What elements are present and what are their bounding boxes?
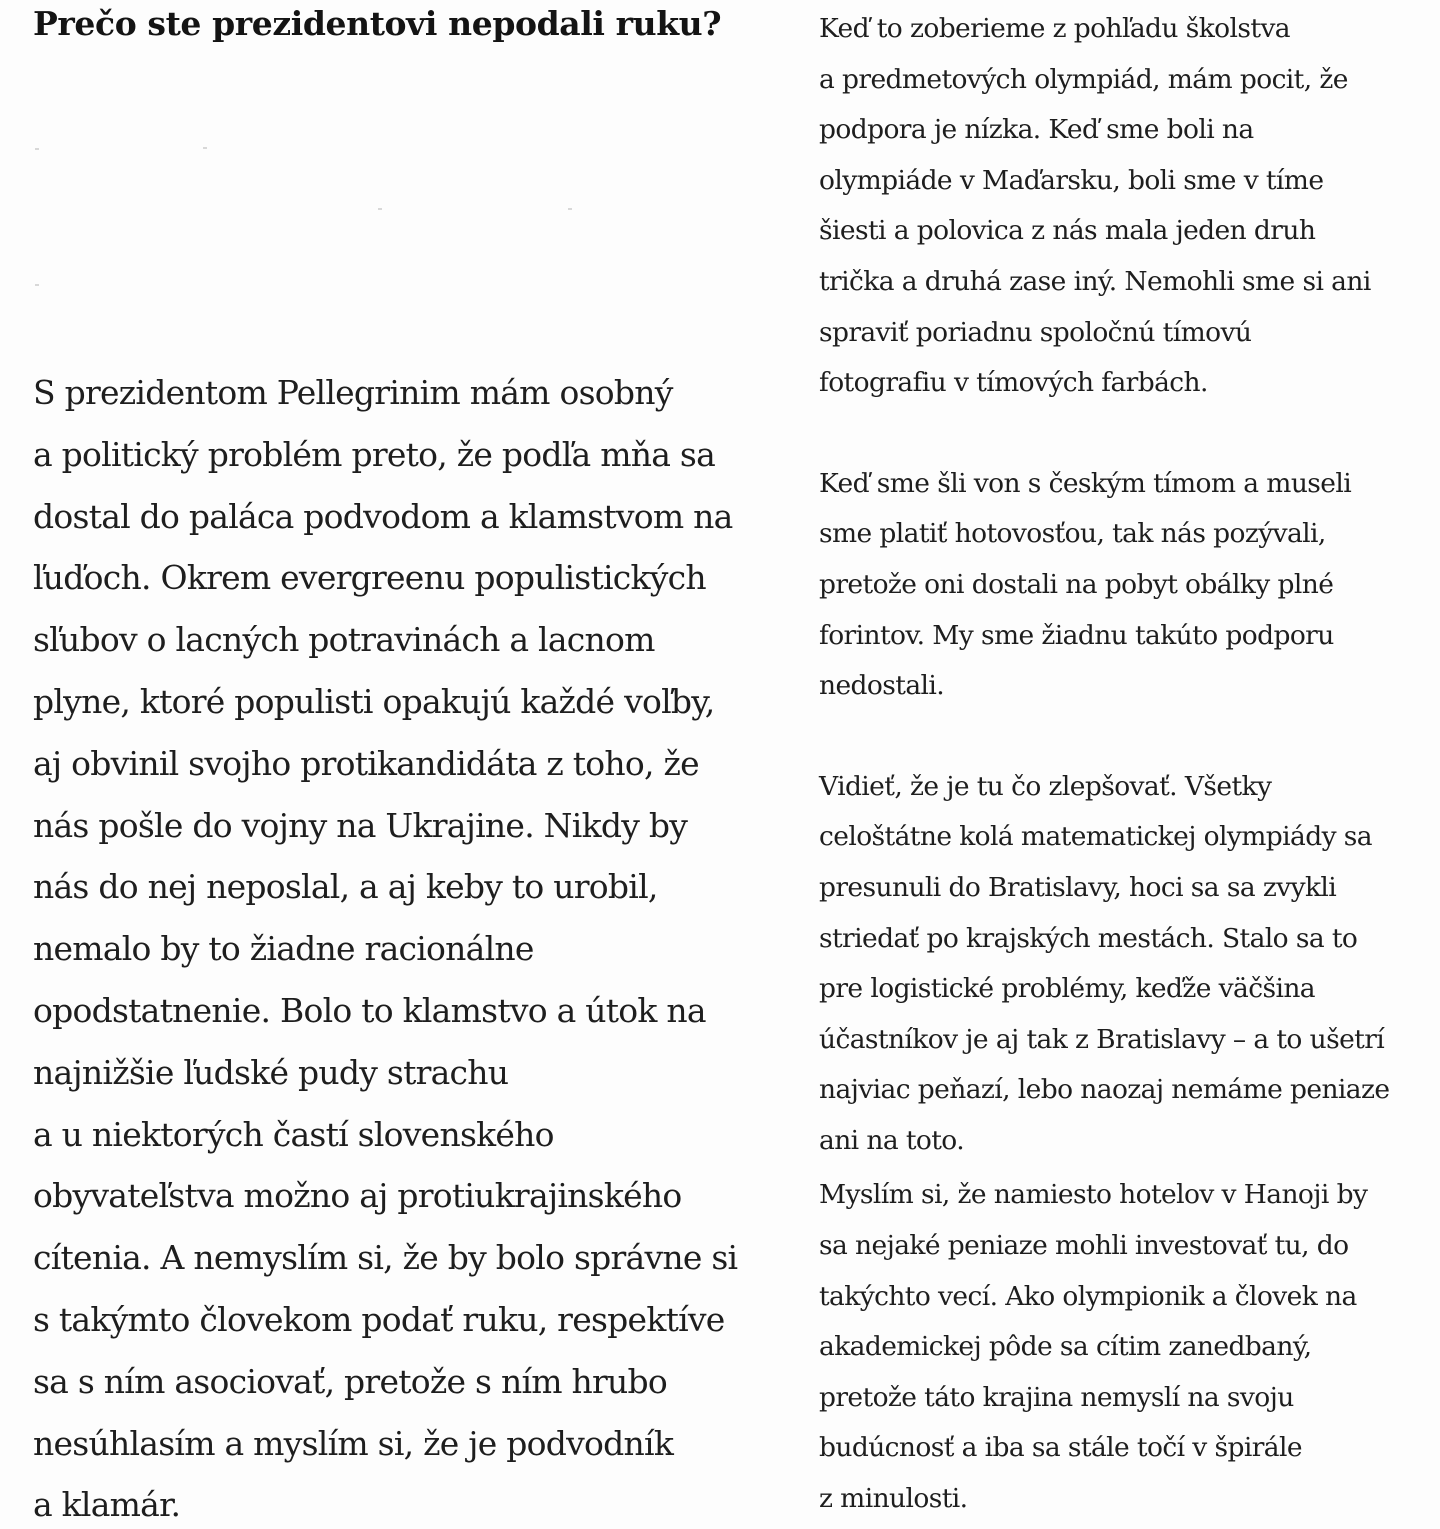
answer-paragraph-1: Keď to zoberieme z pohľadu školstva a predmetových olympiád, mám pocit, že podpora je nízka. Keď sme boli na olympiáde v Maďarsku, boli sme v tíme šiesti a polovica z nás mala jeden druh trička a druhá zase iný. Nemohli sme si ani spraviť poriadnu spoločnú tímovú fotografiu v tímových farbách. [819,13,1371,399]
answer-paragraph: S prezidentom Pellegrinim mám osobný a politický problém preto, že podľa mňa sa dostal do paláca podvodom a klamstvom na ľuďoch. Okrem evergreenu populistických sľubov o lacných potravinách a lacnom plyne, ktoré populisti opakujú každé voľby, aj obvinil svojho protikandidáta z toho, že nás pošle do vojny na Ukrajine. Nikdy by nás do nej neposlal, a aj keby to urobil, nemalo by to žiadne racionálne opodstatnenie. Bolo to klamstvo a útok na najnižšie ľudské pudy strachu a u niektorých častí slovenského obyvateľstva možno aj protiukrajinského cítenia. A nemyslím si, že by bolo správne si s takýmto človekom podať ruku, respektíve sa s ním asociovať, pretože s ním hrubo nesúhlasím a myslím si, že je podvodník a klamár. [33,373,738,1525]
blank-image-area [33,48,768,362]
interview-question-heading: Prečo ste prezidentovi nepodali ruku? [33,4,722,43]
answer-paragraph-3: Vidieť, že je tu čo zlepšovať. Všetky celoštátne kolá matematickej olympiády sa presunuli do Bratislavy, hoci sa sa zvykli striedať po krajských mestách. Stalo sa to pre logistické problémy, keďže väčšina účastníkov je aj tak z Bratislavy – a to ušetrí najviac peňazí, lebo naozaj nemáme peniaze ani na toto. [819,770,1390,1156]
answer-paragraph-4: Myslím si, že namiesto hotelov v Hanoji by sa nejaké peniaze mohli investovať tu, do takýchto vecí. Ako olympionik a človek na akademickej pôde sa cítim zanedbaný, pretože táto krajina nemyslí na svoju budúcnosť a iba sa stále točí v špirále z minulosti. [819,1179,1368,1515]
right-column [819,4,1424,1525]
answer-paragraph-2: Keď sme šli von s českým tímom a museli sme platiť hotovosťou, tak nás pozývali, pretože oni dostali na pobyt obálky plné forintov. My sme žiadnu takúto podporu nedostali. [819,467,1352,702]
left-column [33,0,768,1529]
